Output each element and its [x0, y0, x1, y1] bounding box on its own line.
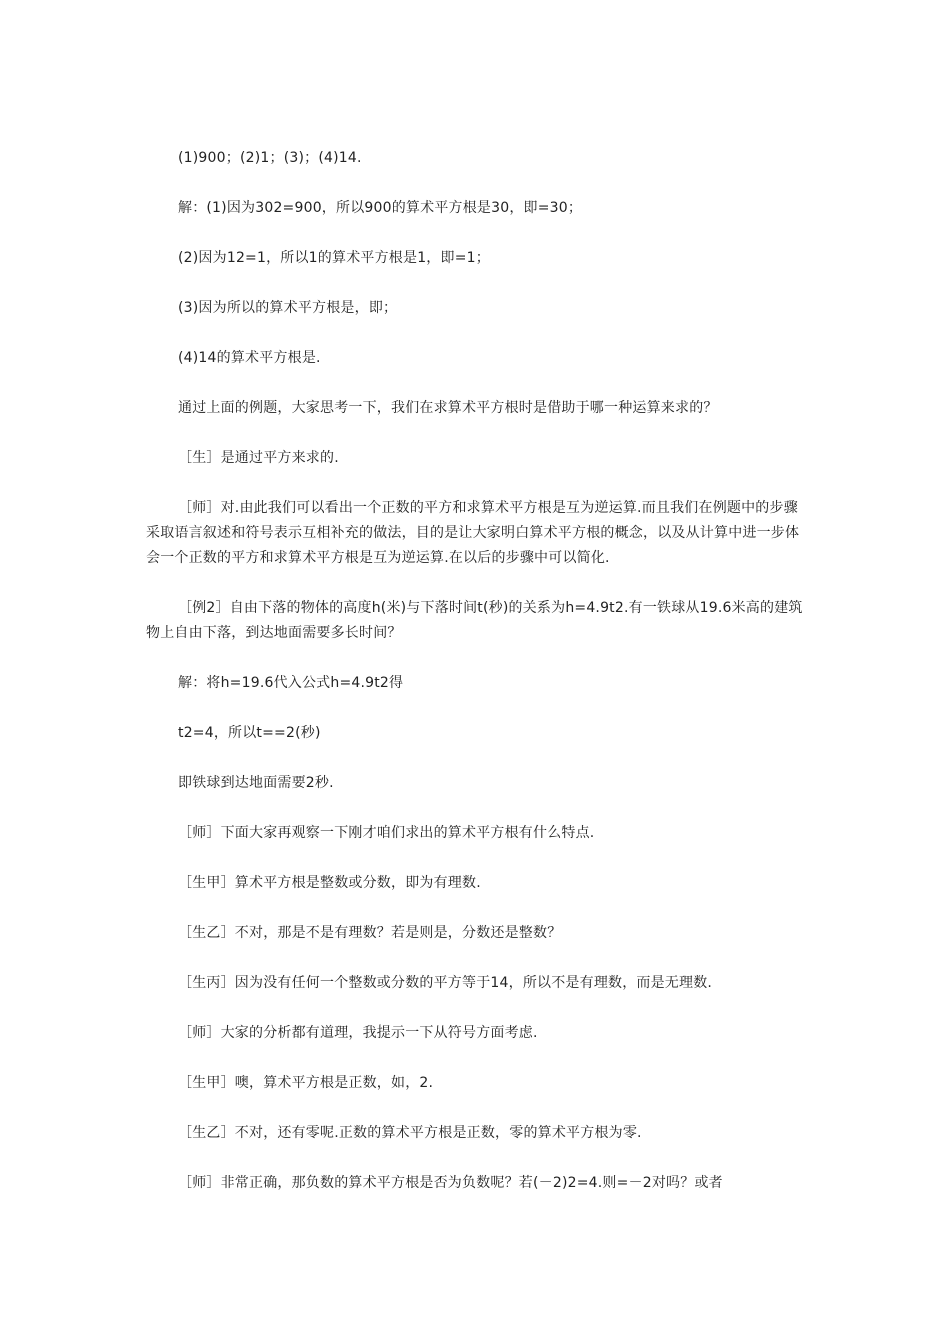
- paragraph-question: 通过上面的例题，大家思考一下，我们在求算术平方根时是借助于哪一种运算来求的？: [178, 400, 718, 416]
- paragraph-student-c: ［生丙］因为没有任何一个整数或分数的平方等于14，所以不是有理数，而是无理数.: [178, 975, 713, 991]
- paragraph-student-a-1: ［生甲］算术平方根是整数或分数，即为有理数.: [178, 875, 481, 891]
- paragraph-solution-4: (4)14的算术平方根是.: [178, 350, 321, 366]
- paragraph-teacher-observe: ［师］下面大家再观察一下刚才咱们求出的算术平方根有什么特点.: [178, 825, 595, 841]
- document-page: [146, 146, 810, 1196]
- paragraph-teacher-question: ［师］非常正确，那负数的算术平方根是否为负数呢？若(－2)2=4.则=－2对吗？或者: [178, 1175, 723, 1191]
- paragraph-example-2-solution: 解：将h=19.6代入公式h=4.9t2得: [178, 675, 404, 691]
- paragraph-example-2-result: 即铁球到达地面需要2秒.: [178, 775, 334, 791]
- paragraph-example-2: ［例2］自由下落的物体的高度h(米)与下落时间t(秒)的关系为h=4.9t2.有一铁球从19.6米高的建筑物上自由下落，到达地面需要多长时间？: [146, 600, 803, 641]
- paragraph-solution-1: 解：(1)因为302=900，所以900的算术平方根是30，即=30；: [178, 200, 583, 216]
- paragraph-solution-2: (2)因为12=1，所以1的算术平方根是1，即=1；: [178, 250, 490, 266]
- paragraph-teacher-hint: ［师］大家的分析都有道理，我提示一下从符号方面考虑.: [178, 1025, 538, 1041]
- paragraph-student-a-2: ［生甲］噢，算术平方根是正数，如，2.: [178, 1075, 434, 1091]
- paragraph-student-b-1: ［生乙］不对，那是不是有理数？若是则是，分数还是整数？: [178, 925, 562, 941]
- paragraph-solution-3: (3)因为所以的算术平方根是，即；: [178, 300, 398, 316]
- paragraph-answer-list: (1)900；(2)1；(3)；(4)14.: [178, 150, 362, 166]
- paragraph-example-2-step: t2=4，所以t==2(秒): [178, 725, 321, 741]
- paragraph-student-answer: ［生］是通过平方来求的.: [178, 450, 339, 466]
- paragraph-student-b-2: ［生乙］不对，还有零呢.正数的算术平方根是正数，零的算术平方根为零.: [178, 1125, 642, 1141]
- paragraph-teacher-explanation: ［师］对.由此我们可以看出一个正数的平方和求算术平方根是互为逆运算.而且我们在例题中的步骤采取语言叙述和符号表示互相补充的做法，目的是让大家明白算术平方根的概念，以及从计算中进一步体会一个正数的平方和求算术平方根是互为逆运算.在以后的步骤中可以简化.: [146, 500, 800, 566]
